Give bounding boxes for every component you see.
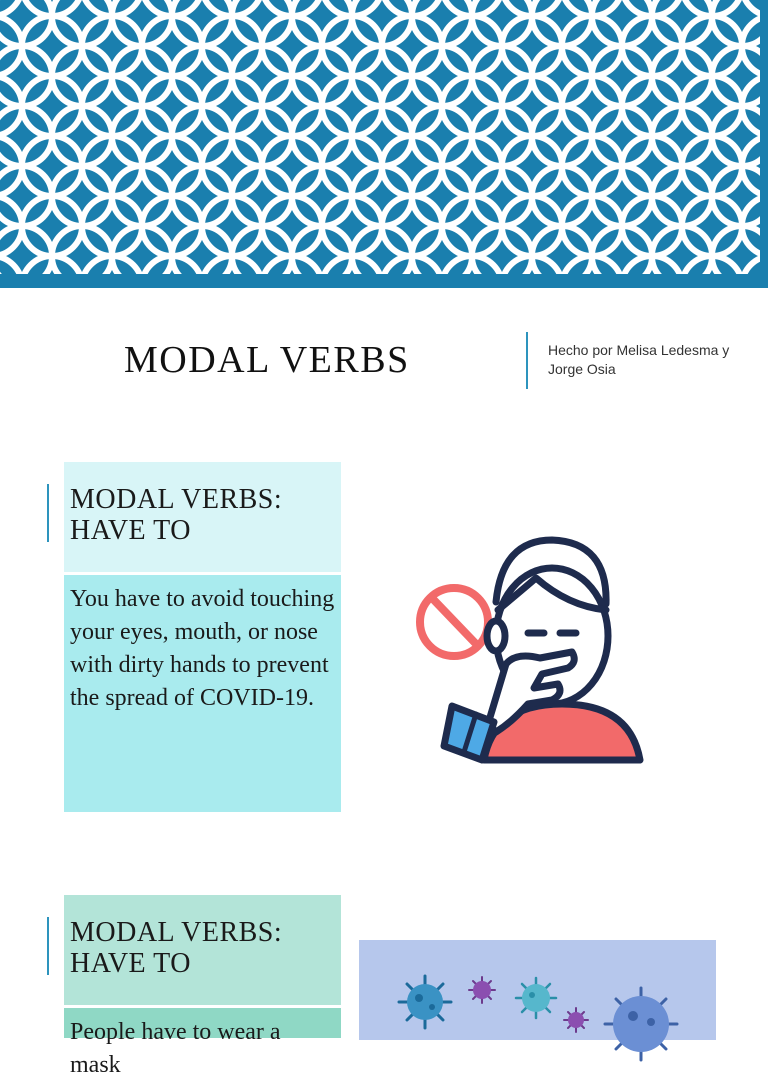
slide1-heading-box bbox=[64, 462, 341, 572]
virus-icon bbox=[399, 976, 677, 1060]
pattern-banner bbox=[0, 0, 768, 288]
prohibition-icon bbox=[420, 588, 488, 656]
slide1-body-box bbox=[64, 575, 341, 812]
slide1-body-text: You have to avoid touching your eyes, mouth, or nose with dirty hands to prevent the spread of COVID-19. bbox=[70, 586, 335, 711]
slide2-heading: MODAL VERBS: HAVE TO bbox=[70, 917, 283, 979]
title-divider bbox=[526, 332, 528, 389]
title-section bbox=[0, 288, 768, 413]
slide1-heading: MODAL VERBS: HAVE TO bbox=[70, 484, 283, 546]
slide1-accent-line bbox=[47, 484, 49, 542]
virus-illustration bbox=[359, 940, 716, 1040]
slide2-body-text: People have to wear a mask bbox=[70, 1019, 281, 1078]
slide2-accent-line bbox=[47, 917, 49, 975]
page-title: MODAL VERBS bbox=[124, 339, 410, 381]
slide2-body-box bbox=[64, 1008, 341, 1078]
covering-face-illustration bbox=[412, 528, 652, 773]
slide2-heading-box bbox=[64, 895, 341, 1005]
authors-text: Hecho por Melisa Ledesma y Jorge Osia bbox=[548, 342, 730, 377]
